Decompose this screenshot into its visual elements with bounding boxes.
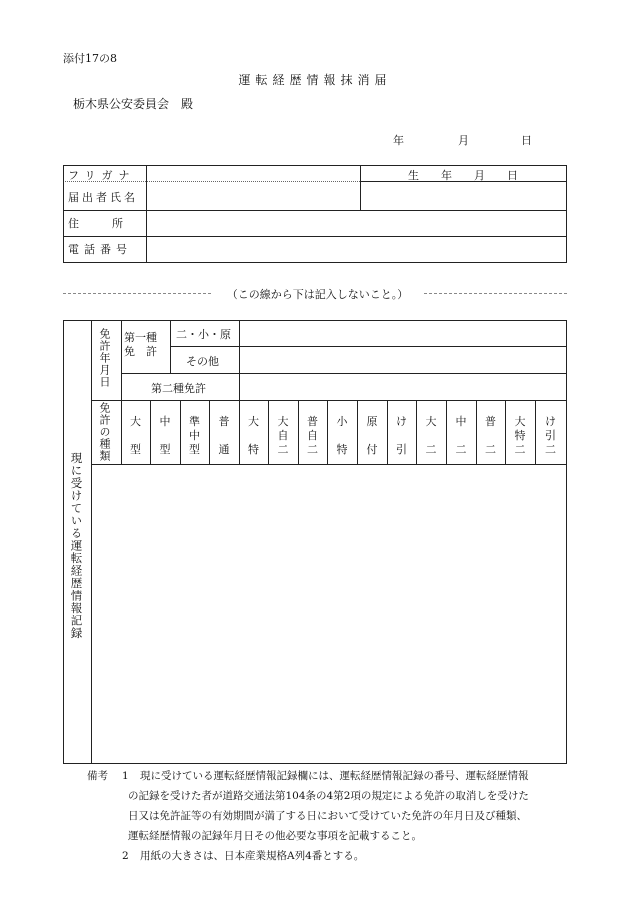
attachment-number: 添付17の8 (63, 52, 117, 65)
first-class-niko-date-field[interactable] (241, 321, 565, 345)
first-class-label: 第一種 免 許 (124, 331, 157, 358)
license-type-daitoku-ni: 大 特 二 (514, 415, 526, 456)
first-class-other-date-field[interactable] (241, 347, 565, 372)
license-type-futsu: 普 通 (218, 415, 230, 456)
other-license-label: その他 (186, 355, 219, 368)
applicant-name-label: 届出者氏名 (68, 191, 138, 204)
furigana-label: フリガナ (68, 169, 136, 182)
license-type-label: 免許の種類 (98, 402, 111, 462)
second-class-date-field[interactable] (241, 374, 565, 399)
license-type-futsuji-ni: 普 自 二 (307, 415, 318, 456)
notes-item1-line2: の記録を受けた者が道路交通法第104条の4第2項の規定による免許の取消しを受けた (128, 790, 529, 802)
notes-item1-line4: 運転経歴情報の記録年月日その他必要な事項を記載すること。 (128, 830, 422, 842)
notes-label: 備考 (87, 770, 108, 782)
license-type-gentsuki: 原 付 (366, 415, 378, 456)
phone-label: 電話番号 (68, 243, 132, 256)
birth-date-field[interactable] (362, 182, 565, 209)
niko-label: 二・小・原 (176, 328, 231, 341)
license-type-daitoku: 大 特 (248, 415, 259, 456)
license-type-kein: け 引 (396, 415, 407, 456)
birth-date-label: 生 年 月 日 (408, 169, 518, 182)
notes-item2-text: 用紙の大きさは、日本産業規格A列4番とする。 (140, 850, 365, 862)
phone-field[interactable] (148, 237, 565, 261)
separator-note: （この線から下は記入しないこと。） (226, 288, 409, 301)
date-day-label: 日 (521, 134, 532, 147)
addressee: 栃木県公安委員会 殿 (73, 97, 194, 111)
address-field[interactable] (148, 211, 565, 235)
license-type-futsu-ni: 普 二 (485, 415, 496, 456)
notes-item1-line1: 現に受けている運転経歴情報記録欄には、運転経歴情報記録の番号、運転経歴情報 (140, 770, 529, 782)
license-type-junchugata: 準 中 型 (189, 415, 200, 456)
license-type-kotoku: 小 特 (336, 415, 348, 456)
license-type-ogata: 大 型 (130, 415, 141, 456)
license-type-dai-ni: 大 二 (425, 415, 437, 456)
license-type-chugata: 中 型 (159, 415, 171, 456)
address-label: 住 所 (68, 217, 123, 230)
record-entry-area[interactable] (93, 466, 565, 762)
license-type-daiji-ni: 大 自 二 (277, 415, 289, 456)
second-class-label: 第二種免許 (151, 382, 206, 395)
applicant-name-field[interactable] (148, 182, 359, 209)
notes-item1-number: 1 (122, 770, 129, 782)
date-year-label: 年 (393, 134, 404, 147)
notes-item1-line3: 日又は免許証等の有効期間が満了する日において受けていた免許の年月日及び種類、 (128, 810, 527, 822)
form-title: 運転経歴情報抹消届 (238, 73, 392, 87)
notes-item2-number: 2 (122, 850, 129, 862)
license-type-kein-ni: け 引 二 (545, 415, 556, 456)
date-month-label: 月 (458, 134, 469, 147)
license-date-label: 免許年月日 (98, 328, 111, 388)
license-type-chu-ni: 中 二 (455, 415, 467, 456)
furigana-field[interactable] (148, 166, 359, 180)
record-side-label: 現に受けている運転経歴情報記録 (69, 452, 84, 640)
